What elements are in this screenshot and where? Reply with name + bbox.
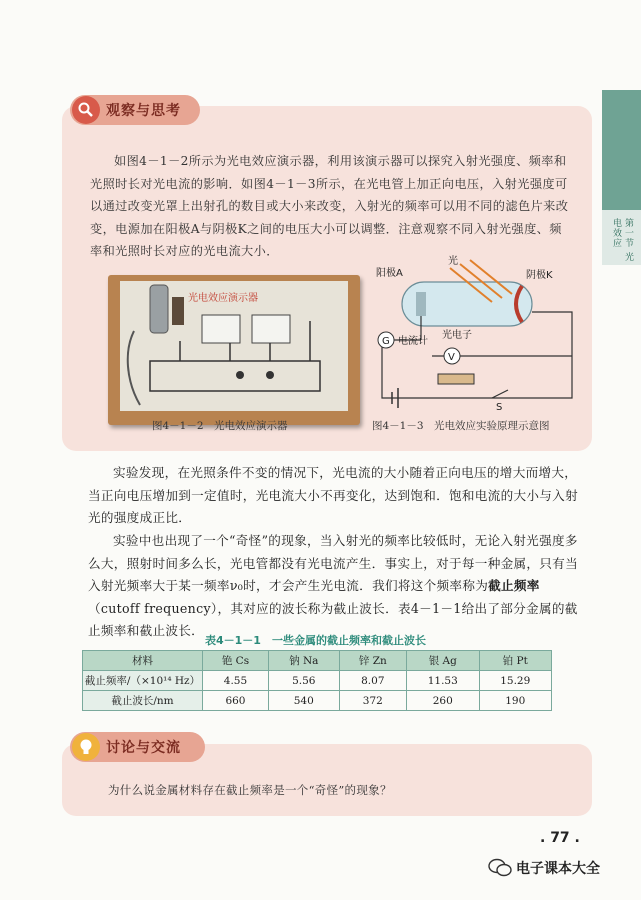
side-tab-band [602,90,641,210]
table-row [83,671,552,691]
observe-header [70,95,200,125]
table-header-cell: 钠 Na [268,651,339,671]
current-meter-label: 电流计 [398,336,428,347]
table-header-row [83,651,552,671]
cutoff-frequency-term: 截止频率 [488,578,540,593]
figure-4-1-2-caption: 图4－1－2 光电效应演示器 [152,420,288,432]
table-title: 表4－1－1 一些金属的截止频率和截止波长 [205,634,426,647]
table-cell: 260 [407,691,479,711]
watermark-text: 电子课本大全 [516,861,600,877]
table-header-cell: 铯 Cs [203,651,269,671]
table-cell: 截止频率/（×10¹⁴ Hz） [83,671,203,691]
table-cell: 截止波长/nm [83,691,203,711]
rheostat-icon [438,374,474,384]
table-cell: 5.56 [268,671,339,691]
chapter-side-tab [602,90,641,265]
table-cell: 15.29 [479,671,552,691]
table-cell: 8.07 [339,671,406,691]
side-tab-label: 第一节 光电效应 [611,218,633,262]
table-header-cell: 银 Ag [407,651,479,671]
table-header-cell: 锌 Zn [339,651,406,671]
anode-plate [416,292,426,316]
demonstrator-photo [108,275,360,425]
discussion-question: 为什么说金属材料存在截止频率是一个“奇怪”的现象？ [108,783,392,797]
wechat-icon [488,858,512,878]
switch-label: S [496,402,503,412]
switch-icon [492,390,508,398]
watermark [488,858,600,878]
body-paragraph-2 [88,530,586,643]
table-header-cell: 材料 [83,651,203,671]
photoelectric-schematic [372,252,582,412]
light-label: 光 [448,256,458,267]
body-paragraph-1: 实验发现，在光照条件不变的情况下，光电流的大小随着正向电压的增大而增大，当正向电压增加到一定值时，光电流大小不再变化，达到饱和．饱和电流的大小与入射光的强度成正比． [88,465,578,525]
magnifier-icon [72,96,100,124]
body-paragraph-2-part1: 实验中也出现了一个“奇怪”的现象，当入射光的频率比较低时，无论入射光强度多么大，照射时间多么长，光电管都没有光电流产生．事实上，对于每一种金属，只有当入射光频率大于某一频率ν₀时，才会产生光电流．我们将这个频率称为 [88,533,578,593]
figure-4-1-3-caption: 图4－1－3 光电效应实验原理示意图 [372,420,550,432]
discussion-header [70,732,205,762]
ammeter-symbol: G [382,336,390,347]
demonstrator-panel [120,281,348,411]
table-row [83,691,552,711]
table-cell: 11.53 [407,671,479,691]
cutoff-table [82,650,552,711]
observe-header-label: 观察与思考 [106,103,181,119]
table-header-cell: 铂 Pt [479,651,552,671]
table-cell: 372 [339,691,406,711]
table-cell: 540 [268,691,339,711]
table-cell: 660 [203,691,269,711]
body-paragraph-2-part2: （cutoff frequency），其对应的波长称为截止波长．表4－1－1给出了部分金属的截止频率和截止波长． [88,600,578,638]
anode-label: 阳极A [376,268,403,279]
table-cell: 190 [479,691,552,711]
page-number: . 77 . [540,830,580,846]
observe-paragraph: 如图4－1－2所示为光电效应演示器，利用该演示器可以探究入射光强度、频率和光照时长对光电流的影响．如图4－1－3所示，在光电管上加正向电压，入射光强度可以通过改变光罩上出射孔的数目或大小来改变，入射光的频率可以用不同的滤色片来改变，电源加在阳极A与阴极K之间的电压大小可以调整．注意观察不同入射光强度、频率和光照时长对应的光电流大小． [90,154,569,258]
voltmeter-symbol: V [448,352,455,363]
photoelectron-label: 光电子 [442,330,472,341]
table-cell: 4.55 [203,671,269,691]
cathode-label: 阴极K [526,270,553,281]
panel-title: 光电效应演示器 [188,293,258,304]
lightbulb-icon [72,733,100,761]
discussion-header-label: 讨论与交流 [106,740,181,756]
